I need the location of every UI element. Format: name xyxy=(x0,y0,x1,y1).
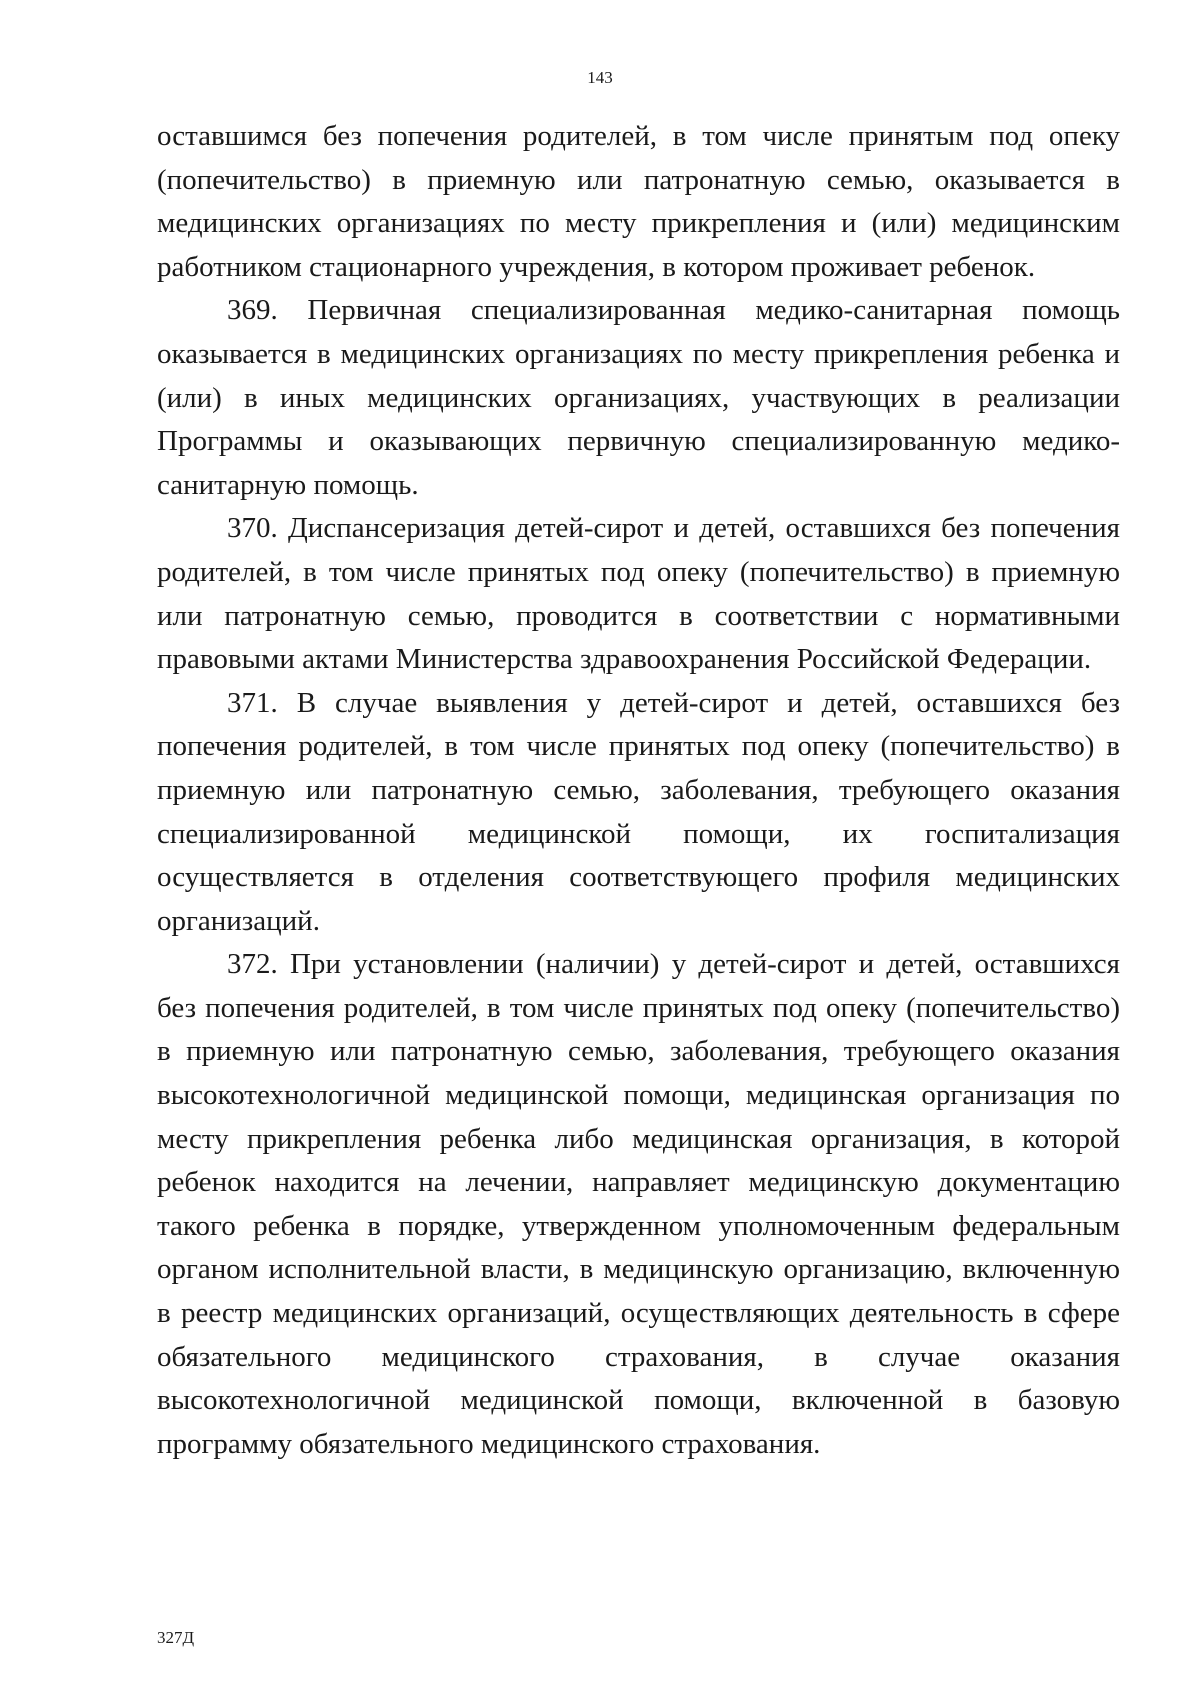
page-number: 143 xyxy=(587,68,613,87)
paragraph-370: 370. Диспансеризация детей-сирот и детей, оставшихся без попечения родителей, в том числе принятых под опеку (попечительство) в приемную или патронатную семью, проводится в соответствии с нормативными правовыми актами Министерства здравоохранения Российской Федерации. xyxy=(157,512,1120,676)
document-code: 327Д xyxy=(157,1628,195,1647)
paragraph-369: 369. Первичная специализированная медико-санитарная помощь оказывается в медицинских организациях по месту прикрепления ребенка и (или) в иных медицинских организациях, участвующих в реализации Программы и оказывающих первичную специализированную медико-санитарную помощь. xyxy=(157,294,1120,501)
document-body xyxy=(157,115,1120,1466)
paragraph-372: 372. При установлении (наличии) у детей-сирот и детей, оставшихся без попечения родителей, в том числе принятых под опеку (попечительство) в приемную или патронатную семью, заболевания, требующего оказания высокотехнологичной медицинской помощи, медицинская организация по месту прикрепления ребенка либо медицинская организация, в которой ребенок находится на лечении, направляет медицинскую документацию такого ребенка в порядке, утвержденном уполномоченным федеральным органом исполнительной власти, в медицинскую организацию, включенную в реестр медицинских организаций, осуществляющих деятельность в сфере обязательного медицинского страхования, в случае оказания высокотехнологичной медицинской помощи, включенной в базовую программу обязательного медицинского страхования. xyxy=(157,948,1120,1460)
paragraph-371: 371. В случае выявления у детей-сирот и детей, оставшихся без попечения родителей, в том числе принятых под опеку (попечительство) в приемную или патронатную семью, заболевания, требующего оказания специализированной медицинской помощи, их госпитализация осуществляется в отделения соответствующего профиля медицинских организаций. xyxy=(157,686,1120,937)
paragraph-continuation: оставшимся без попечения родителей, в том числе принятым под опеку (попечительство) в приемную или патронатную семью, оказывается в медицинских организациях по месту прикрепления и (или) медицинским работником стационарного учреждения, в котором проживает ребенок. xyxy=(157,120,1120,283)
